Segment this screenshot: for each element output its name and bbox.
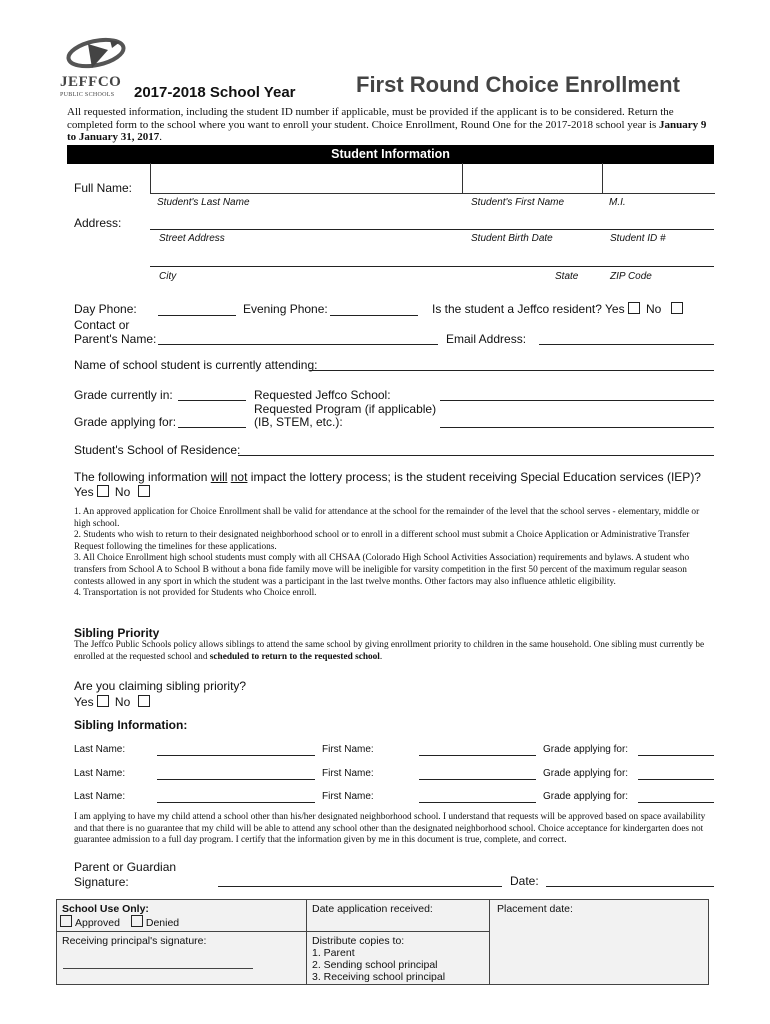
name-field-box[interactable] — [150, 163, 715, 194]
state-caption: State — [555, 271, 579, 282]
sibling-row-2-first: First Name: — [322, 768, 374, 779]
sibling-row-2-grade: Grade applying for: — [543, 768, 629, 779]
date-received-label: Date application received: — [312, 903, 433, 915]
iep-yes-checkbox[interactable] — [97, 485, 109, 497]
intro-dates: January 9 to January 31, 2017 — [67, 118, 707, 143]
iep-question — [74, 470, 701, 484]
sibling-row-1-grade: Grade applying for: — [543, 744, 629, 755]
section-bar — [67, 145, 714, 164]
sibling-claim-question: Are you claiming sibling priority? — [74, 679, 247, 693]
street-address-field[interactable] — [150, 229, 714, 230]
grade-current-label: Grade currently in: — [74, 388, 173, 402]
sibling-row-2-first-field[interactable] — [419, 779, 536, 780]
requested-school-label: Requested Jeffco School: — [254, 388, 391, 402]
approved-label: Approved — [75, 917, 120, 929]
mi-caption: M.I. — [609, 197, 626, 208]
address-label: Address: — [74, 216, 122, 230]
denied-label: Denied — [145, 917, 180, 929]
sibling-row-1-first: First Name: — [322, 744, 374, 755]
sibling-row-1-last-field[interactable] — [157, 755, 315, 756]
requested-school-field[interactable] — [440, 400, 714, 401]
sibling-yes-label: Yes — [74, 695, 94, 709]
rule-2: 2. Students who wish to return to their designated neighborhood school or to enroll in a different school must submit a Choice Application or Administrative Transfer Request following the timelines for these applications. — [74, 530, 690, 552]
signature-label-1: Parent or Guardian — [74, 860, 177, 874]
sibling-policy-a: The Jeffco Public Schools policy allows siblings to attend the same school by giving enrollment priority to children in the same household. One sibling must currently be enrolled at the requested school and — [74, 640, 705, 662]
residence-field[interactable] — [238, 455, 714, 456]
sibling-row-2-last: Last Name: — [74, 768, 126, 779]
iep-text-a: The following information — [74, 470, 211, 484]
full-name-label: Full Name: — [74, 181, 133, 195]
approval-options — [60, 915, 179, 929]
resident-no-label: No — [645, 302, 662, 316]
signature-date-field[interactable] — [546, 886, 714, 887]
approved-checkbox[interactable] — [60, 915, 72, 927]
page-title: First Round Choice Enrollment — [356, 72, 680, 97]
email-label: Email Address: — [446, 332, 527, 346]
iep-yes-label: Yes — [74, 485, 94, 499]
rule-3: 3. All Choice Enrollment high school students must comply with all CHSAA (Colorado High School Activities Association) requirements and bylaws. A student who transfers from School A to School B without a bona fide family move will be ineligible for varsity competition in the first 50 percent of the maximum regular season contests allowed in any sport in which the student was a participant in the last twelve months. Other factors may also influence athletic eligibility. — [74, 553, 690, 587]
birth-date-caption: Student Birth Date — [471, 233, 553, 244]
program-example-label: (IB, STEM, etc.): — [254, 415, 343, 429]
school-use-box — [56, 899, 709, 985]
iep-answers — [74, 485, 153, 499]
street-caption: Street Address — [159, 233, 225, 244]
sibling-row-2-grade-field[interactable] — [638, 779, 714, 780]
name-divider-2 — [602, 163, 603, 193]
school-use-divider-h — [57, 931, 489, 932]
residence-label: Student's School of Residence: — [74, 443, 241, 457]
email-field[interactable] — [539, 344, 714, 345]
principal-signature-label: Receiving principal's signature: — [62, 935, 207, 947]
iep-no-checkbox[interactable] — [138, 485, 150, 497]
parent-name-field[interactable] — [158, 344, 438, 345]
principal-signature-field[interactable] — [63, 968, 253, 969]
sibling-row-3-first: First Name: — [322, 791, 374, 802]
grade-current-field[interactable] — [178, 400, 246, 401]
name-divider-1 — [462, 163, 463, 193]
resident-question — [432, 302, 686, 316]
sibling-row-3-grade: Grade applying for: — [543, 791, 629, 802]
sibling-no-label: No — [114, 695, 131, 709]
sibling-row-3-last: Last Name: — [74, 791, 126, 802]
resident-no-checkbox[interactable] — [671, 302, 683, 314]
placement-date-label: Placement date: — [497, 903, 573, 915]
logo-name: JEFFCO — [60, 74, 122, 90]
first-name-caption: Student's First Name — [471, 197, 565, 208]
school-use-divider-v2 — [489, 900, 490, 984]
logo-subtitle: PUBLIC SCHOOLS — [60, 92, 115, 98]
copy-item-3: 3. Receiving school principal — [312, 971, 446, 983]
city-field[interactable] — [150, 266, 714, 267]
last-name-caption: Student's Last Name — [157, 197, 250, 208]
rule-4: 4. Transportation is not provided for Students who Choice enroll. — [74, 588, 317, 599]
sibling-row-3-first-field[interactable] — [419, 802, 536, 803]
contact-label-1: Contact or — [74, 318, 130, 332]
day-phone-field[interactable] — [158, 315, 236, 316]
denied-checkbox[interactable] — [131, 915, 143, 927]
zip-caption: ZIP Code — [610, 271, 652, 282]
jeffco-swoosh-icon — [62, 36, 126, 74]
sibling-row-2-last-field[interactable] — [157, 779, 315, 780]
evening-phone-field[interactable] — [330, 315, 418, 316]
sibling-row-3-grade-field[interactable] — [638, 802, 714, 803]
distribute-heading: Distribute copies to: — [312, 935, 405, 947]
sibling-yes-checkbox[interactable] — [97, 695, 109, 707]
iep-no-label: No — [114, 485, 131, 499]
sibling-row-1-first-field[interactable] — [419, 755, 536, 756]
sibling-row-1-grade-field[interactable] — [638, 755, 714, 756]
sibling-claim-answers — [74, 695, 153, 709]
sibling-policy-b: scheduled to return to the requested school — [209, 651, 380, 662]
school-attending-field[interactable] — [310, 370, 714, 371]
copy-item-2: 2. Sending school principal — [312, 959, 438, 971]
school-use-title: School Use Only: — [62, 903, 149, 915]
sibling-heading: Sibling Priority — [74, 626, 160, 640]
requested-program-label: Requested Program (if applicable) — [254, 402, 437, 416]
sibling-policy — [74, 640, 714, 663]
school-use-divider-v1 — [306, 900, 307, 984]
sibling-info-heading: Sibling Information: — [74, 718, 188, 732]
iep-not: not — [230, 470, 248, 484]
intro-end: . — [159, 131, 163, 143]
iep-will: will — [210, 470, 228, 484]
certification-text: I am applying to have my child attend a school other than his/her designated neighborhood school. I understand that requests will be approved based on space availability and that there is no guarantee that my child will be able to attend any school other than the designated neighborhood school. Choice acceptance for kindergarten does not guarantee admission to a full day program. I certify that the information given by me in this document is true, complete, and correct. — [74, 812, 706, 846]
school-year: 2017-2018 School Year — [134, 84, 296, 101]
sibling-row-3-last-field[interactable] — [157, 802, 315, 803]
distribute-list — [312, 935, 445, 983]
copy-item-1: 1. Parent — [312, 947, 355, 959]
signature-label-2: Signature: — [74, 875, 129, 889]
school-attending-label: Name of school student is currently attending: — [74, 358, 318, 372]
student-id-caption: Student ID # — [610, 233, 666, 244]
iep-text-b: impact the lottery process; is the student receiving Special Education services (IEP)? — [247, 470, 701, 484]
grade-applying-label: Grade applying for: — [74, 415, 177, 429]
city-caption: City — [159, 271, 177, 282]
signature-field[interactable] — [218, 886, 502, 887]
section-bar-title: Student Information — [331, 147, 450, 161]
sibling-row-1-last: Last Name: — [74, 744, 126, 755]
evening-phone-label: Evening Phone: — [243, 302, 328, 316]
jeffco-logo — [60, 36, 128, 100]
sibling-policy-c: . — [379, 651, 383, 662]
rules-list — [74, 507, 714, 600]
intro-body: All requested information, including the student ID number if applicable, must be provided if the applicant is to be considered. Return the completed form to the school where you want to enroll your student. Choice Enrollment, Round One for the 2017-2018 school year is — [67, 106, 674, 131]
date-label: Date: — [510, 874, 539, 888]
day-phone-label: Day Phone: — [74, 302, 137, 316]
resident-yes-checkbox[interactable] — [628, 302, 640, 314]
rule-1: 1. An approved application for Choice Enrollment shall be valid for attendance at the school for the remainder of the level that the school serves - elementary, middle or high school. — [74, 507, 700, 529]
grade-applying-field[interactable] — [178, 427, 246, 428]
sibling-no-checkbox[interactable] — [138, 695, 150, 707]
requested-program-field[interactable] — [440, 427, 714, 428]
intro-text — [67, 106, 717, 144]
contact-label-2: Parent's Name: — [74, 332, 157, 346]
resident-question-text: Is the student a Jeffco resident? Yes — [432, 302, 625, 316]
